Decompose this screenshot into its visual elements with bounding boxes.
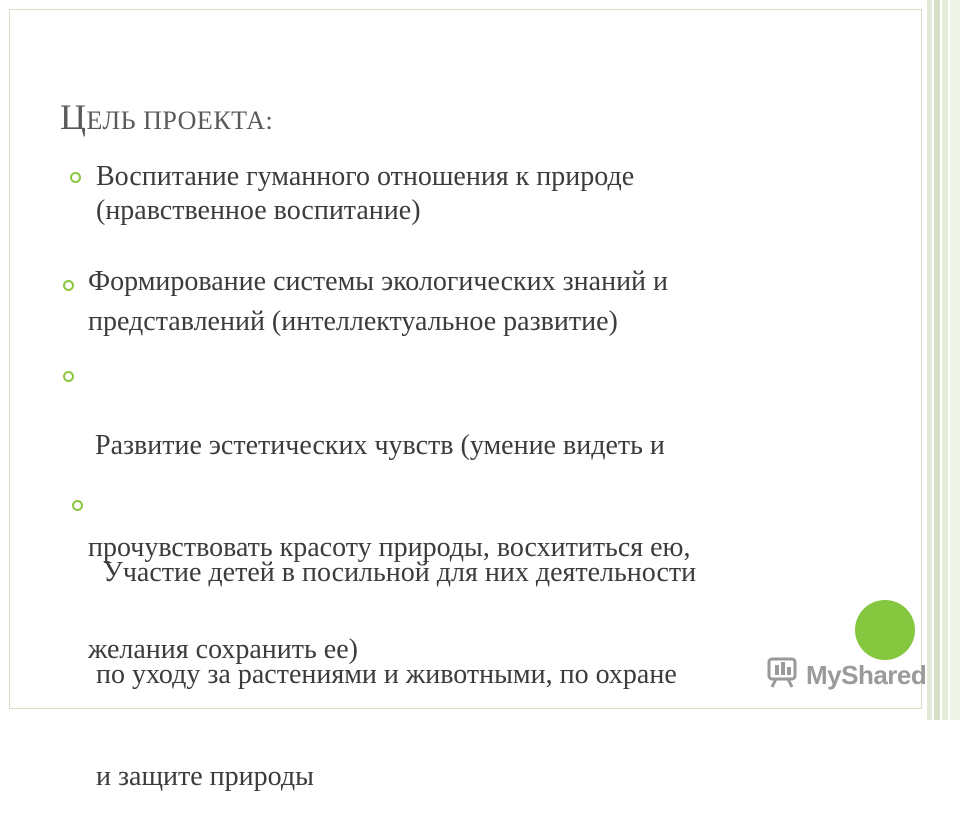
myshared-logo-icon <box>766 656 800 695</box>
slide-title-initial: Ц <box>60 97 87 137</box>
bullet-line: и защите природы <box>96 761 314 792</box>
watermark-text: MyShared <box>806 659 927 690</box>
watermark <box>766 658 926 692</box>
bullet-line: Участие детей в посильной для них деятельности <box>96 557 697 588</box>
bullet-icon <box>63 371 74 382</box>
bullet-item <box>96 488 696 828</box>
decorative-stripe <box>927 0 932 720</box>
slide-title <box>60 96 273 138</box>
bullet-icon <box>72 500 83 511</box>
slide-title-rest: ЕЛЬ ПРОЕКТА: <box>86 106 274 135</box>
bullet-line: Развитие эстетических чувств (умение видеть и <box>88 430 665 461</box>
bullet-line: Формирование системы экологических знаний и <box>88 266 669 297</box>
bullet-icon <box>70 172 81 183</box>
bullet-line: представлений (интеллектуальное развитие) <box>88 306 618 337</box>
bullet-line: по уходу за растениями и животными, по охране <box>96 659 677 690</box>
decorative-stripe <box>950 0 960 720</box>
decorative-stripe <box>942 0 948 720</box>
bullet-item <box>96 160 634 228</box>
bullet-line: прочувствовать красоту природы, восхититься ею, <box>88 532 691 563</box>
bullet-item <box>88 265 668 339</box>
bullet-line: Воспитание гуманного отношения к природе <box>96 161 635 192</box>
bullet-line: (нравственное воспитание) <box>96 195 421 226</box>
decorative-stripe <box>934 0 940 720</box>
bullet-line: желания сохранить ее) <box>88 634 358 665</box>
bullet-icon <box>63 280 74 291</box>
decorative-circle <box>855 600 915 660</box>
